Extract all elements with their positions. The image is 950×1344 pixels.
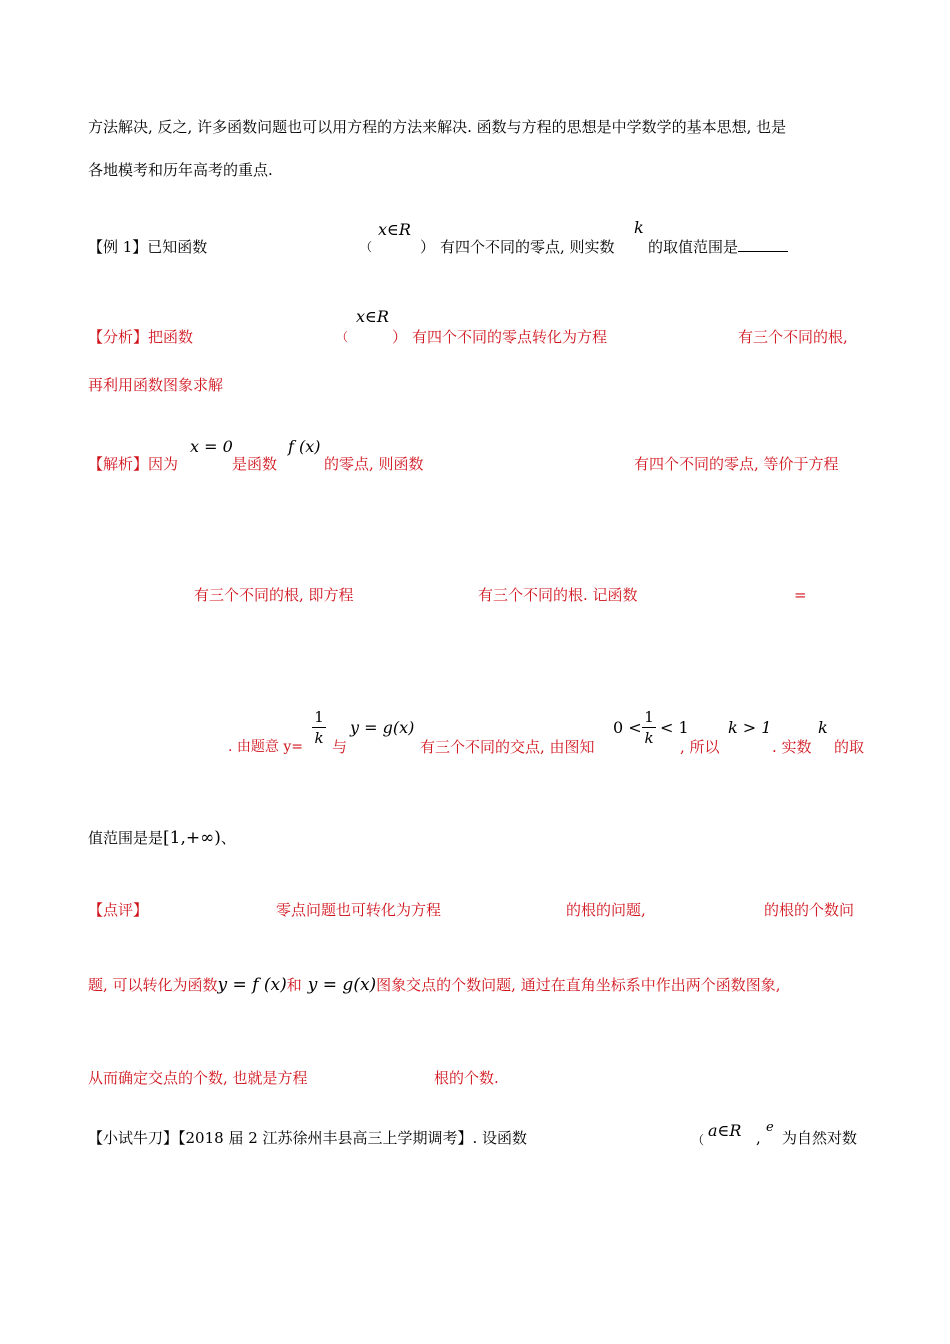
analysis-domain-math: x∈R [356, 307, 389, 326]
solution-fx: f (x) [288, 437, 321, 456]
solution-line4 [88, 828, 236, 848]
comment-line2-b: 图象交点的个数问题, 通过在直角坐标系中作出两个函数图象, [376, 976, 781, 994]
practice-e: e [766, 1120, 774, 1135]
practice-comma: , [756, 1129, 761, 1147]
analysis-text-right: 有三个不同的根, [738, 328, 848, 346]
fraction-numerator: 1 [314, 708, 324, 726]
solution-line3-b: 有三个不同的交点, 由图知 [420, 738, 595, 756]
solution-de-qu: 的取 [834, 738, 865, 756]
practice-a-in-R: a∈R [708, 1121, 742, 1140]
answer-blank [738, 237, 788, 252]
solution-k: k [818, 718, 828, 737]
fraction-denominator: k [314, 729, 324, 747]
solution-line2-eq: = [794, 586, 807, 604]
comment-text-b: 的根的问题, [566, 901, 646, 919]
fraction-ineq-numerator: 1 [644, 708, 654, 726]
comment-text-a: 零点问题也可转化为方程 [276, 901, 442, 919]
practice-paren-open: （ [692, 1133, 705, 1147]
solution-suoyi: , 所以 [680, 738, 720, 756]
fraction-ineq-bar [642, 727, 656, 728]
fraction-1-over-k [312, 708, 326, 747]
example1-domain-math: x∈R [378, 220, 411, 239]
example1-paren-open: （ [360, 240, 373, 254]
comment-text-c: 的根的个数问 [764, 901, 855, 919]
analysis-label: 【分析】把函数 [88, 328, 194, 346]
solution-zero-of: 的零点, 则函数 [324, 455, 424, 473]
solution-line4-text: 值范围是是 [88, 829, 164, 847]
solution-ygx: y = g(x) [350, 718, 415, 737]
comment-label: 【点评】 [88, 901, 149, 919]
fraction-bar [312, 727, 326, 728]
solution-line3-a [228, 737, 303, 757]
comment-line3-a: 从而确定交点的个数, 也就是方程 [88, 1069, 308, 1087]
analysis-paren-open: （ [336, 330, 349, 344]
practice-label: 【小试牛刀】【2018 届 2 江苏徐州丰县高三上学期调考】. 设函数 [88, 1129, 528, 1147]
solution-line2-b: 有三个不同的根. 记函数 [478, 586, 638, 604]
comment-line2-a: 题, 可以转化为函数 [88, 976, 218, 994]
intro-line-2: 各地模考和历年高考的重点. [88, 161, 273, 179]
solution-label: 【解析】因为 [88, 455, 179, 473]
example1-text-end [648, 237, 788, 257]
example1-text-end-label: 的取值范围是 [648, 238, 739, 256]
solution-is-func: 是函数 [232, 455, 278, 473]
comment-yfx: y = f (x) [217, 975, 287, 995]
practice-text-end: 为自然对数 [782, 1129, 858, 1147]
solution-x0: x = 0 [190, 437, 233, 456]
example1-k: k [634, 218, 644, 237]
comment-line2 [88, 975, 780, 995]
analysis-paren-close: ） [392, 328, 408, 346]
solution-line3-a-text: . 由题意 y= [228, 739, 303, 755]
solution-line2-a: 有三个不同的根, 即方程 [194, 586, 354, 604]
comment-he: 和 [286, 976, 302, 994]
solution-text-right: 有四个不同的零点, 等价于方程 [634, 455, 839, 473]
example1-paren-close: ） [420, 238, 436, 256]
fraction-ineq-1-over-k [642, 708, 656, 747]
solution-answer: [1,+∞) [163, 828, 221, 848]
solution-yu: 与 [332, 738, 348, 756]
solution-ineq-right: < 1 [660, 718, 689, 737]
example1-text-after: 有四个不同的零点, 则实数 [440, 238, 615, 256]
solution-ineq-left: 0 < [613, 718, 642, 737]
comment-ygx: y = g(x) [307, 975, 377, 995]
analysis-line-2: 再利用函数图象求解 [88, 376, 224, 394]
solution-tail: 、 [220, 829, 236, 847]
comment-line3-b: 根的个数. [434, 1069, 499, 1087]
solution-k-gt-1: k > 1 [728, 718, 772, 737]
example1-label: 【例 1】已知函数 [88, 238, 208, 256]
solution-shishu: . 实数 [772, 738, 812, 756]
intro-line-1: 方法解决, 反之, 许多函数问题也可以用方程的方法来解决. 函数与方程的思想是中学数学的基本思想, 也是 [88, 118, 787, 136]
fraction-ineq-denominator: k [644, 729, 654, 747]
analysis-text-mid: 有四个不同的零点转化为方程 [412, 328, 608, 346]
